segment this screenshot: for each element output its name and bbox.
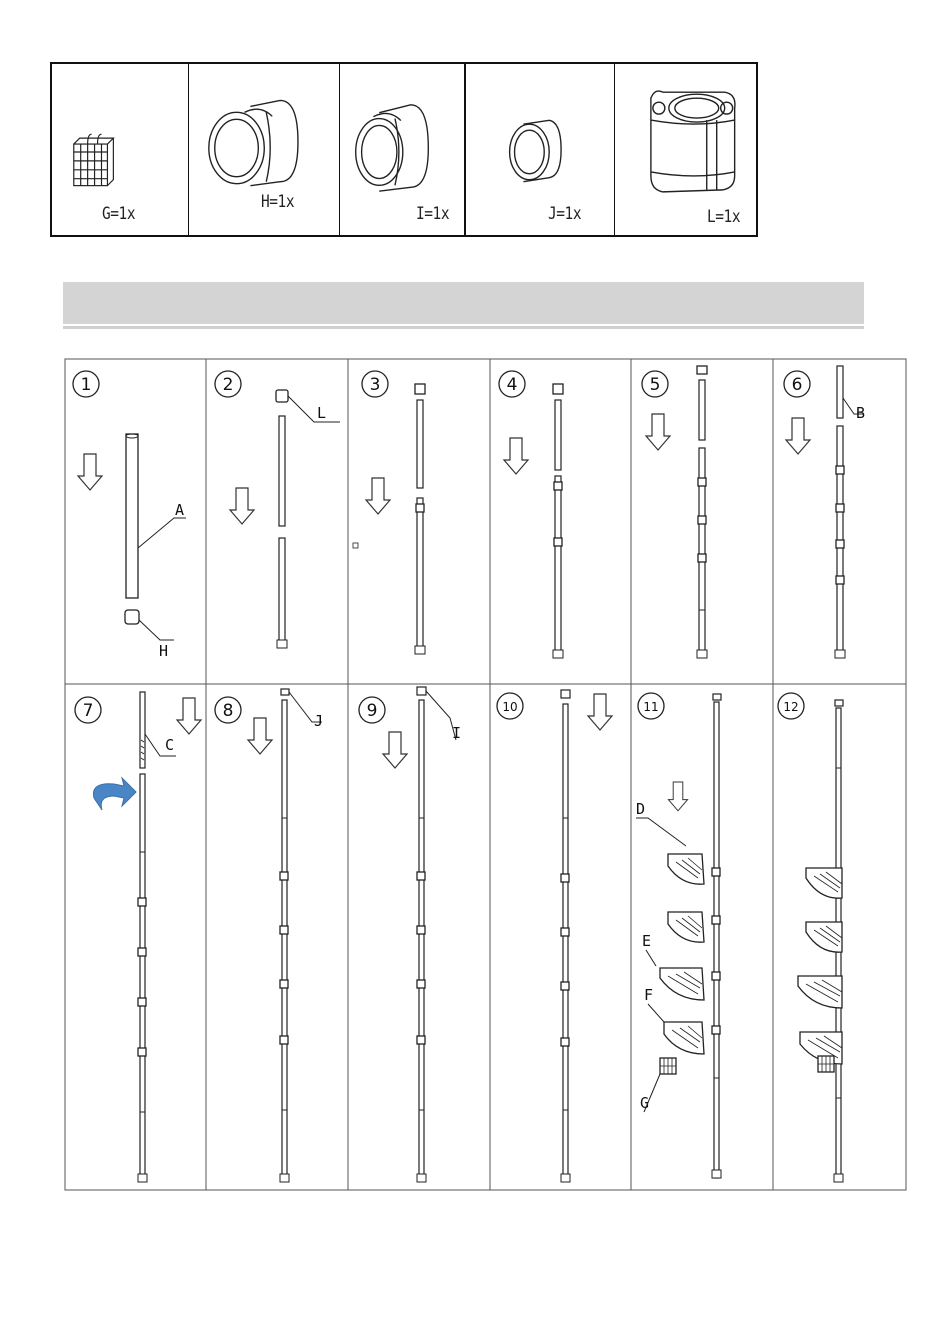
step-number: 10 xyxy=(502,700,518,714)
callout-a: A xyxy=(175,501,185,519)
callout-i: I xyxy=(452,724,462,742)
assembly-steps-drawing xyxy=(64,358,907,1191)
step-3 xyxy=(353,371,425,654)
callout-c: C xyxy=(165,736,175,754)
part-label-j: J=1x xyxy=(547,204,581,224)
step-7 xyxy=(75,692,201,1182)
callout-d: D xyxy=(636,800,646,818)
step-number: 2 xyxy=(222,375,234,395)
step-number: 6 xyxy=(791,375,803,395)
step-number: 1 xyxy=(80,375,92,395)
step-1 xyxy=(73,371,186,660)
section-divider xyxy=(63,326,864,329)
callout-l: L xyxy=(317,404,327,422)
part-cell-i xyxy=(340,64,466,235)
part-label-h: H=1x xyxy=(260,192,294,212)
step-number: 8 xyxy=(222,701,234,721)
small-ring-icon xyxy=(466,64,615,235)
step-4 xyxy=(499,371,563,658)
callout-j: J xyxy=(314,712,324,730)
step-number: 11 xyxy=(643,700,659,714)
step-10 xyxy=(497,690,612,1182)
step-6 xyxy=(784,366,865,658)
part-cell-h xyxy=(189,64,341,235)
step-number: 7 xyxy=(82,701,94,721)
step-number: 3 xyxy=(369,375,381,395)
step-number: 9 xyxy=(366,701,378,721)
step-9 xyxy=(359,687,461,1182)
part-label-i: I=1x xyxy=(416,204,450,224)
part-label-l: L=1x xyxy=(707,207,741,227)
step-number: 12 xyxy=(783,700,799,714)
step-11 xyxy=(636,693,721,1178)
callout-e: E xyxy=(642,932,652,950)
callout-g: G xyxy=(640,1094,650,1112)
section-header-bar xyxy=(63,282,864,324)
assembly-steps-grid xyxy=(64,358,907,1191)
parts-table xyxy=(50,62,758,237)
step-5 xyxy=(642,366,707,658)
step-number: 5 xyxy=(649,375,661,395)
step-8 xyxy=(215,689,323,1182)
callout-b: B xyxy=(856,404,866,422)
callout-f: F xyxy=(644,986,654,1004)
step-grid-lines xyxy=(65,359,906,1190)
part-label-g: G=1x xyxy=(102,204,136,224)
step-12 xyxy=(778,693,843,1182)
part-cell-j xyxy=(466,64,616,235)
step-2 xyxy=(215,371,340,648)
step-number: 4 xyxy=(506,375,518,395)
callout-h: H xyxy=(159,642,169,660)
part-cell-g xyxy=(52,64,189,235)
twist-arrow-icon xyxy=(93,778,136,810)
part-cell-l xyxy=(615,64,756,235)
